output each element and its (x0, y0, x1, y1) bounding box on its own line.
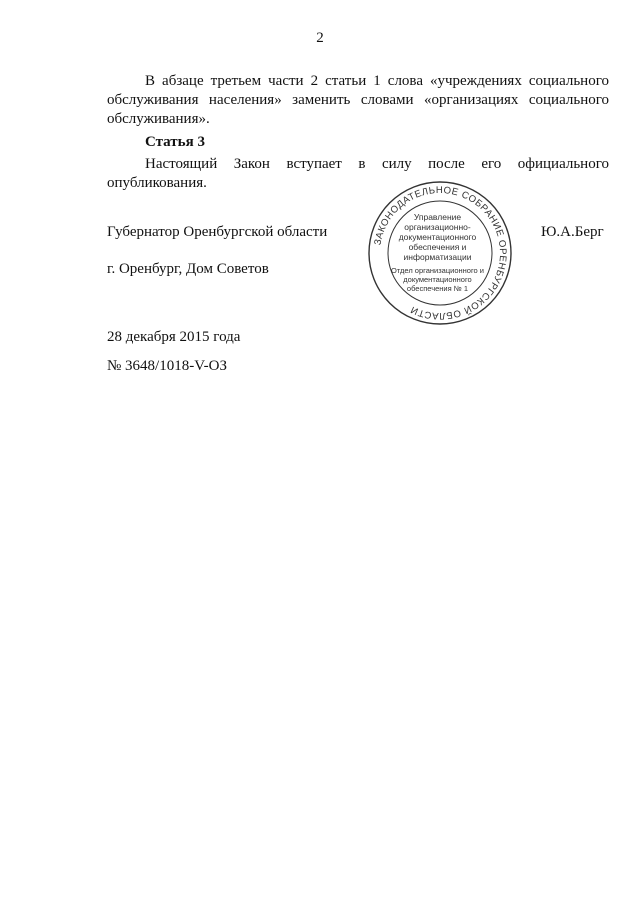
page-number: 2 (316, 30, 324, 46)
article-title: Статья 3 (145, 134, 205, 150)
signer-name: Ю.А.Берг (541, 224, 604, 240)
signing-date: 28 декабря 2015 года (107, 329, 241, 345)
seal-outer-text: ЗАКОНОДАТЕЛЬНОЕ СОБРАНИЕ ОРЕНБУРГСКОЙ ОБЛАСТИ (372, 184, 509, 322)
law-number: № 3648/1018-V-ОЗ (107, 358, 228, 374)
seal-inner-line-1: Управление организационно-документационного обеспечения и информатизации (398, 212, 477, 262)
seal-inner-line-2: Отдел организационного и документационного обеспечения № 1 (391, 266, 484, 293)
signing-place: г. Оренбург, Дом Советов (107, 261, 269, 277)
signer-position: Губернатор Оренбургской области (107, 224, 328, 240)
seal-inner-text (385, 200, 490, 293)
article-text: Настоящий Закон вступает в силу после его официального опубликования. (107, 156, 609, 191)
amendment-paragraph: В абзаце третьем части 2 статьи 1 слова «учреждениях социального обслуживания населения» заменить словами «организациях социального обслуживания». (107, 73, 609, 127)
